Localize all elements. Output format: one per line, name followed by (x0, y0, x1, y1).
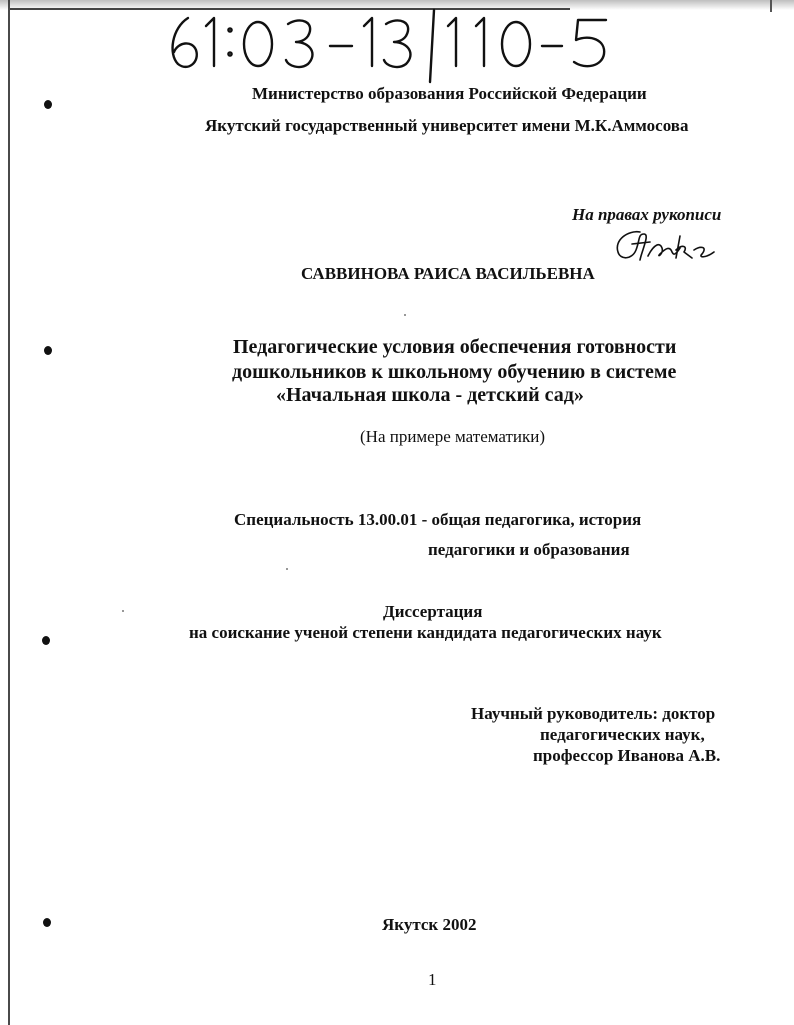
scan-speck (286, 568, 288, 570)
dissertation-title-line: Педагогические условия обеспечения готовности (233, 336, 677, 358)
scan-left-edge (8, 0, 10, 1025)
handwritten-archive-code (160, 4, 620, 84)
dissertation-label: Диссертация (383, 602, 483, 621)
punch-hole-mark (44, 346, 52, 355)
scan-speck (404, 314, 406, 316)
scan-speck (122, 610, 124, 612)
specialty-line: педагогики и образования (428, 540, 630, 559)
punch-hole-mark (44, 100, 52, 109)
city-year: Якутск 2002 (382, 915, 477, 934)
dissertation-subtitle: (На примере математики) (360, 427, 546, 446)
dissertation-title-line: дошкольников к школьному обучению в системе (232, 361, 677, 383)
ministry-name: Министерство образования Российской Федерации (252, 84, 647, 103)
specialty-line: Специальность 13.00.01 - общая педагогика, история (234, 510, 642, 529)
author-signature (610, 226, 720, 268)
university-name: Якутский государственный университет имени М.К.Аммосова (205, 116, 689, 135)
scan-right-mark (770, 0, 772, 12)
degree-statement: на соискание ученой степени кандидата педагогических наук (189, 623, 662, 642)
supervisor-line: профессор Иванова А.В. (533, 746, 721, 765)
punch-hole-mark (42, 636, 50, 645)
page-number: 1 (428, 970, 437, 989)
manuscript-rights-note: На правах рукописи (572, 205, 722, 224)
author-name: САВВИНОВА РАИСА ВАСИЛЬЕВНА (301, 264, 595, 283)
supervisor-line: педагогических наук, (540, 725, 705, 744)
dissertation-title-line: «Начальная школа - детский сад» (276, 384, 584, 406)
supervisor-line: Научный руководитель: доктор (471, 704, 716, 723)
punch-hole-mark (43, 918, 51, 927)
